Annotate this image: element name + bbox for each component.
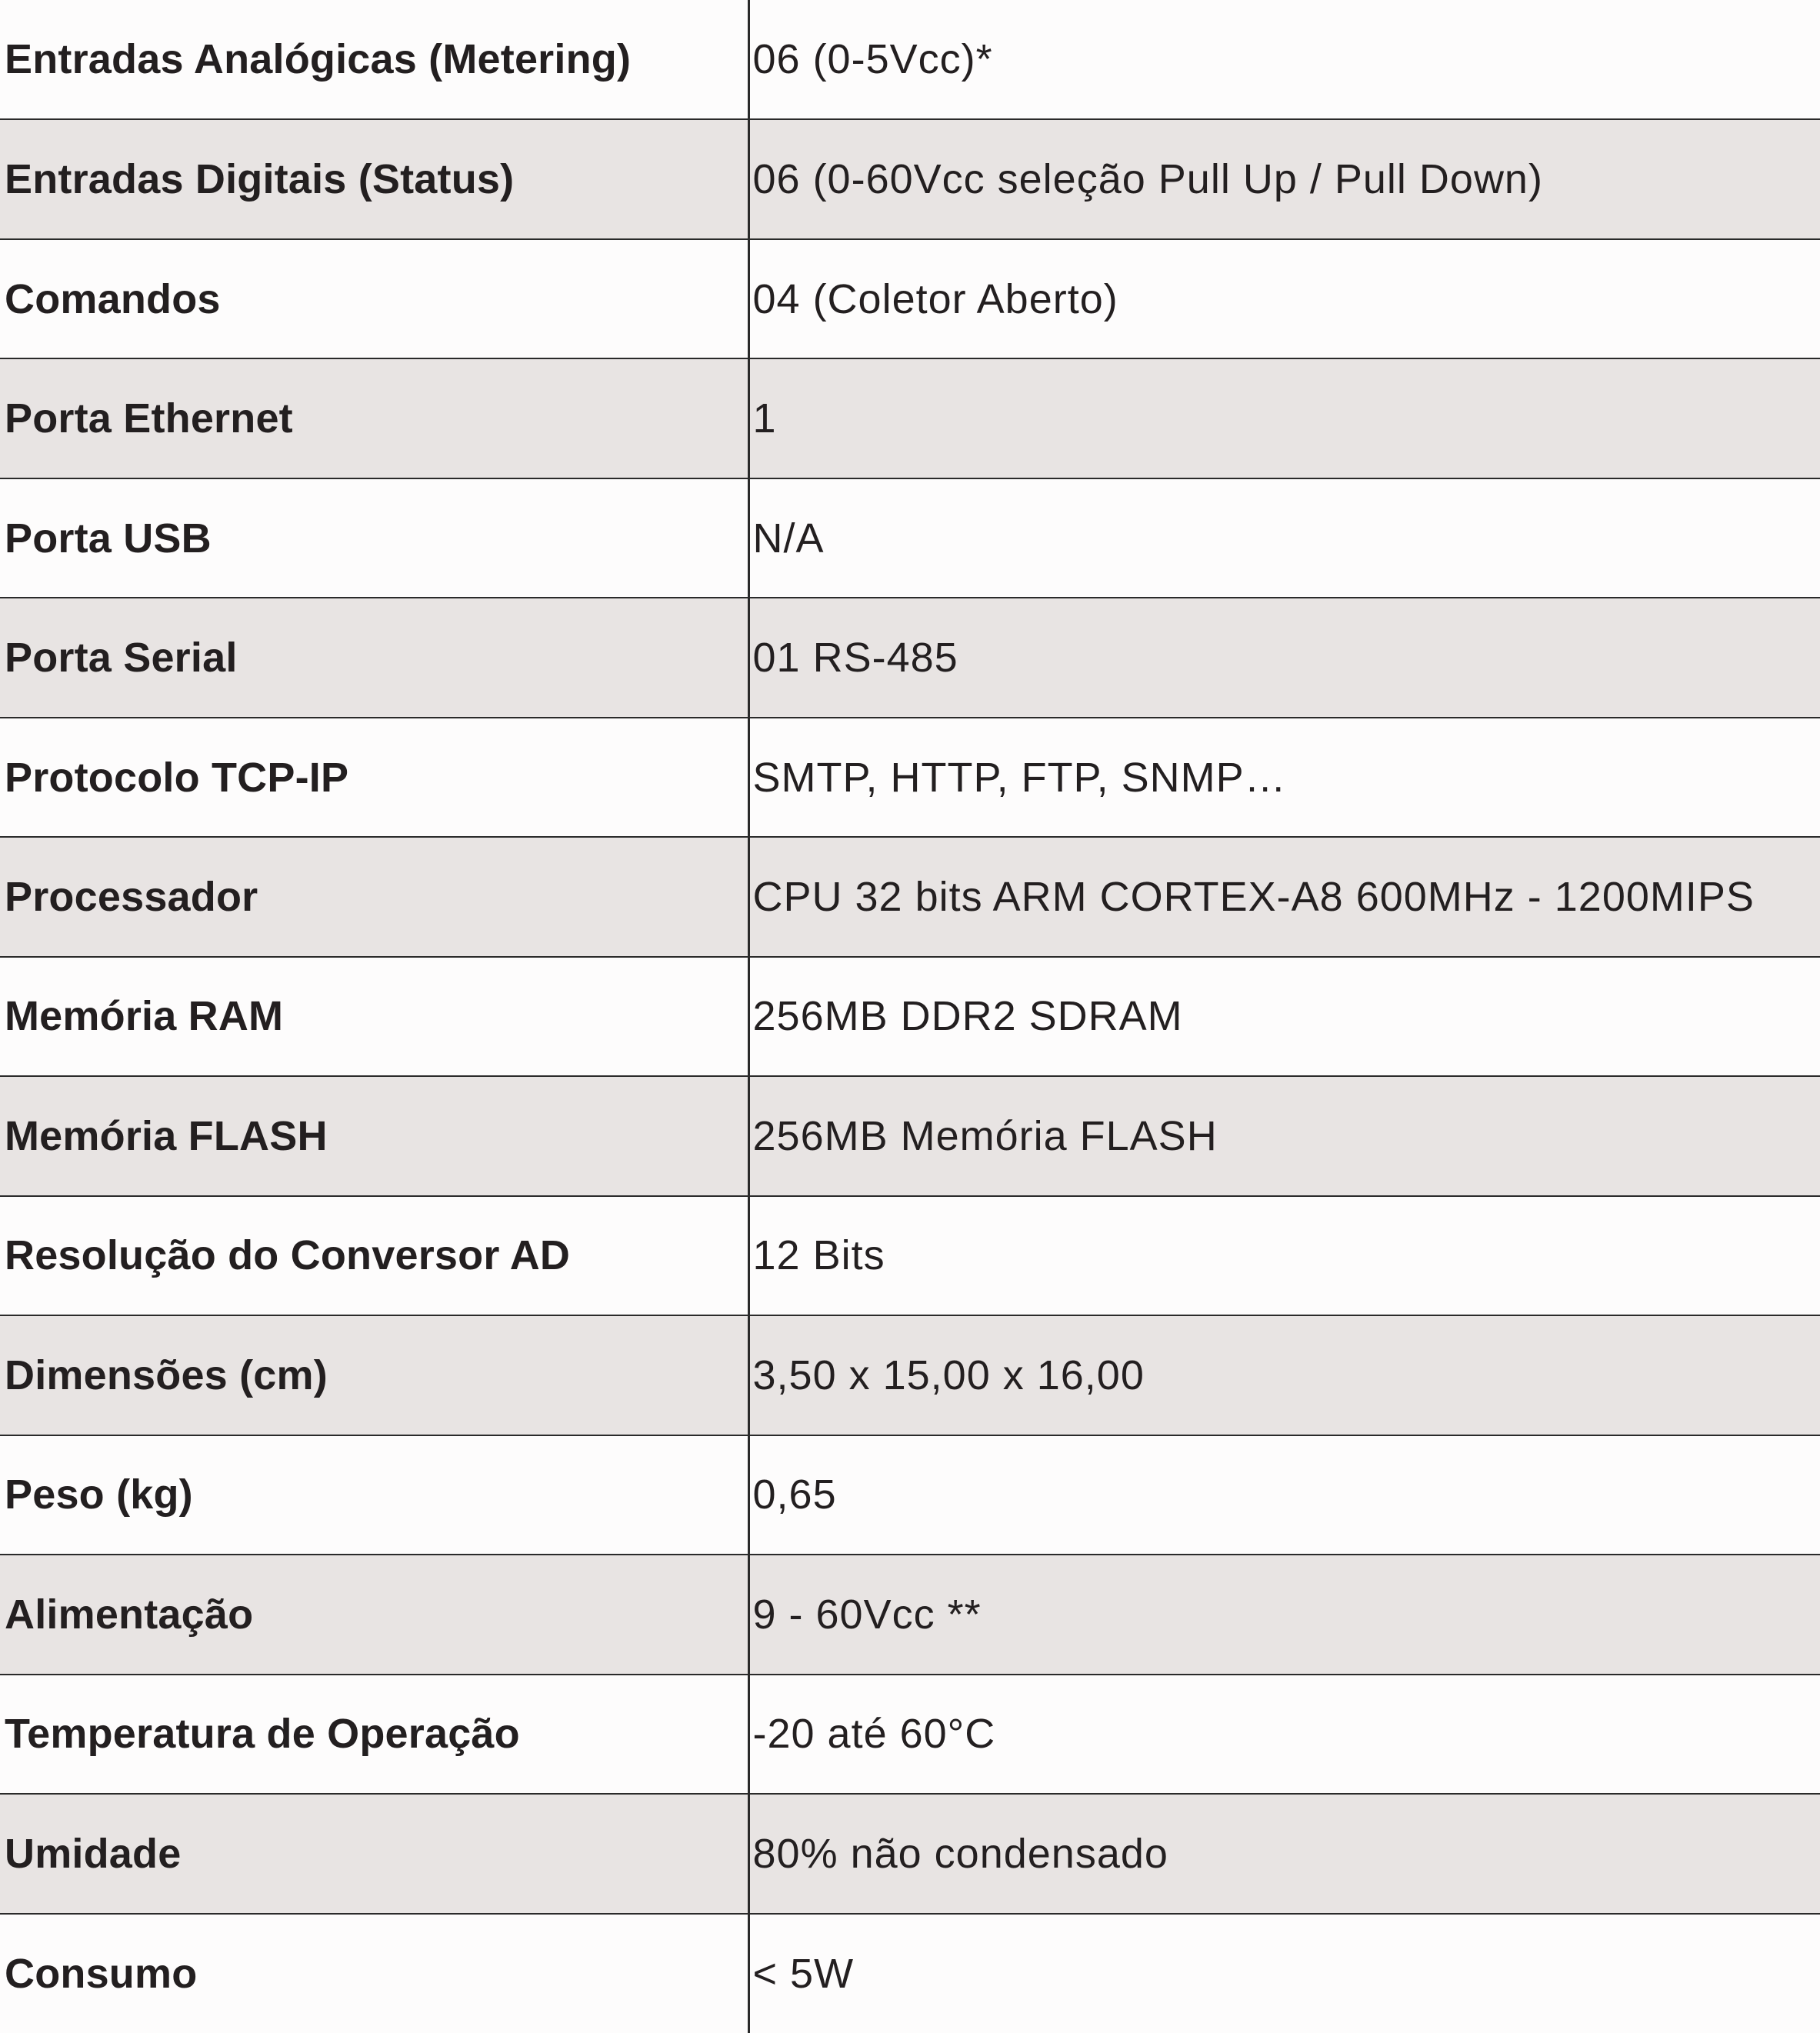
- table-row: [0, 478, 1820, 598]
- spec-label: Alimentação: [0, 1555, 748, 1674]
- spec-label: Protocolo TCP-IP: [0, 718, 748, 837]
- table-row: [0, 957, 1820, 1076]
- table-row: [0, 1196, 1820, 1315]
- spec-value: 0,65: [748, 1435, 1820, 1555]
- spec-label: Peso (kg): [0, 1435, 748, 1555]
- spec-value: -20 até 60°C: [748, 1675, 1820, 1794]
- table-row: [0, 1794, 1820, 1913]
- spec-label: Consumo: [0, 1914, 748, 2033]
- table-row: [0, 239, 1820, 358]
- spec-label: Umidade: [0, 1794, 748, 1913]
- table-row: [0, 358, 1820, 478]
- table-row: [0, 598, 1820, 717]
- spec-value: 1: [748, 358, 1820, 478]
- spec-value: CPU 32 bits ARM CORTEX-A8 600MHz - 1200MIPS: [748, 837, 1820, 956]
- spec-value: < 5W: [752, 1950, 855, 1997]
- spec-label: Resolução do Conversor AD: [0, 1196, 748, 1315]
- table-row: [0, 1914, 1820, 2033]
- spec-value: 01 RS-485: [748, 598, 1820, 717]
- spec-label: Comandos: [0, 239, 748, 358]
- spec-label: Processador: [0, 837, 748, 956]
- spec-value: 80% não condensado: [748, 1794, 1820, 1913]
- spec-value: 06 (0-60Vcc seleção Pull Up / Pull Down): [748, 119, 1820, 238]
- spec-value: 12 Bits: [748, 1196, 1820, 1315]
- spec-label: Memória RAM: [0, 957, 748, 1076]
- table-row: [0, 1555, 1820, 1674]
- table-row: [0, 718, 1820, 837]
- spec-label: Dimensões (cm): [0, 1315, 748, 1435]
- spec-value: 06 (0-5Vcc)*: [748, 0, 1820, 119]
- table-row: [0, 1675, 1820, 1794]
- spec-value: 256MB DDR2 SDRAM: [748, 957, 1820, 1076]
- spec-value: N/A: [748, 478, 1820, 598]
- spec-label: Porta USB: [0, 478, 748, 598]
- table-row: [0, 1315, 1820, 1435]
- spec-label: Entradas Analógicas (Metering): [0, 0, 748, 119]
- spec-value: 256MB Memória FLASH: [748, 1076, 1820, 1195]
- table-row: [0, 119, 1820, 238]
- table-row: [0, 1076, 1820, 1195]
- spec-value: 9 - 60Vcc **: [748, 1555, 1820, 1674]
- spec-value: 3,50 x 15,00 x 16,00: [748, 1315, 1820, 1435]
- spec-label: Temperatura de Operação: [0, 1675, 748, 1794]
- spec-label: Memória FLASH: [0, 1076, 748, 1195]
- spec-label: Porta Serial: [0, 598, 748, 717]
- spec-value: 04 (Coletor Aberto): [748, 239, 1820, 358]
- spec-label: Porta Ethernet: [0, 358, 748, 478]
- table-row: [0, 0, 1820, 119]
- table-row: [0, 1435, 1820, 1555]
- spec-label: Entradas Digitais (Status): [0, 119, 748, 238]
- spec-value: SMTP, HTTP, FTP, SNMP…: [748, 718, 1820, 837]
- table-row: [0, 837, 1820, 956]
